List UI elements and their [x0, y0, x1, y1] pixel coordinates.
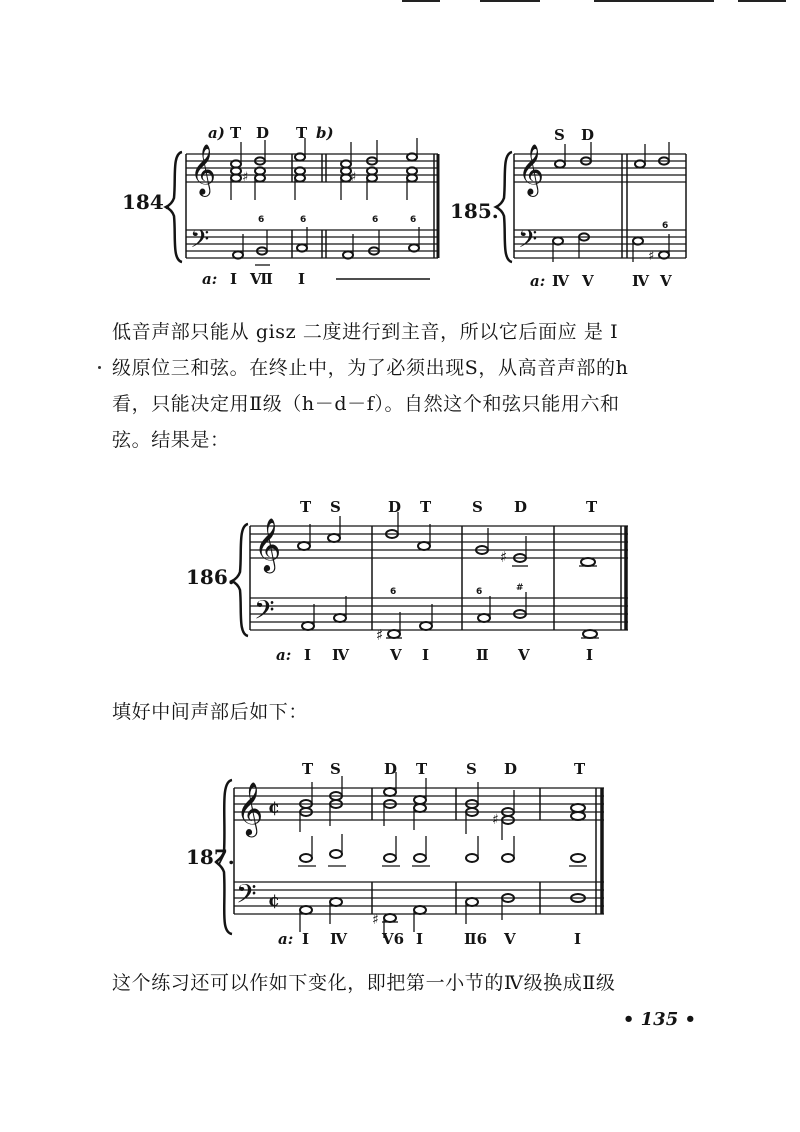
paragraph	[112, 694, 717, 730]
top-rule	[402, 0, 440, 2]
paragraph	[112, 965, 717, 1001]
treble-clef-icon: 𝄞	[254, 517, 282, 571]
degree-label: V	[504, 930, 516, 948]
example-number: 187.	[186, 845, 235, 869]
example-187	[180, 756, 620, 951]
example-number: 184.	[122, 190, 171, 214]
degree-label: Ⅱ6	[464, 930, 488, 948]
function-label: T	[574, 760, 586, 778]
barlines	[186, 154, 438, 258]
function-label: T	[586, 498, 598, 516]
function-label: S	[330, 498, 341, 516]
function-label: D	[504, 760, 518, 778]
sharp-icon: ♯	[648, 249, 655, 264]
variant-b-label: b)	[316, 124, 334, 142]
degree-label: I	[586, 646, 594, 664]
degree-label: V	[582, 272, 594, 290]
function-label: T	[300, 498, 312, 516]
function-label: D	[384, 760, 398, 778]
bass-clef-icon: 𝄢	[236, 878, 257, 916]
bass-clef-icon: 𝄢	[254, 594, 275, 632]
figure-label: 6	[410, 215, 417, 225]
treble-clef-icon: 𝄞	[236, 781, 264, 835]
text-line: 弦。结果是：	[112, 429, 230, 451]
function-label: D	[388, 498, 402, 516]
bass-clef-icon: 𝄢	[190, 225, 210, 260]
variant-a-label: a)	[208, 124, 225, 142]
example-number: 185.	[450, 199, 499, 223]
barlines	[234, 788, 602, 914]
treble-staff	[186, 154, 438, 182]
function-label: T	[296, 124, 308, 142]
function-label: T	[420, 498, 432, 516]
degree-label: I	[422, 646, 430, 664]
speck	[98, 366, 101, 369]
cut-time-icon: ¢	[268, 798, 280, 818]
tenor-stems	[298, 834, 587, 866]
figure-label: #	[516, 583, 524, 593]
degree-label: Ⅳ	[632, 272, 650, 290]
figure-label: 6	[662, 221, 669, 231]
example-185	[450, 118, 700, 293]
function-label: S	[330, 760, 341, 778]
sharp-icon: ♯	[242, 170, 249, 185]
degree-label: I	[304, 646, 312, 664]
degree-label: Ⅳ	[552, 272, 570, 290]
treble-stems	[231, 138, 417, 200]
degree-label: V	[390, 646, 402, 664]
text-line: 级原位三和弦。在终止中，为了必须出现S，从高音声部的h	[112, 357, 629, 379]
bass-staff	[250, 598, 628, 630]
sharp-icon: ♯	[372, 912, 379, 928]
text-line: 这个练习还可以作如下变化，即把第一小节的Ⅳ级换成Ⅱ级	[112, 972, 616, 994]
bass-staff	[186, 230, 438, 258]
degree-label: I	[302, 930, 310, 948]
treble-notes	[298, 530, 595, 566]
degree-label: I	[230, 270, 238, 288]
function-label: D	[256, 124, 270, 142]
degree-label: I	[416, 930, 424, 948]
text-line: 看，只能决定用Ⅱ级（h－d－f）。自然这个和弦只能用六和	[112, 393, 620, 415]
degree-label: I	[574, 930, 582, 948]
degree-label: Ⅳ	[330, 930, 348, 948]
brace	[496, 152, 512, 262]
bass-stems	[314, 592, 599, 638]
example-number: 186.	[186, 565, 235, 589]
degree-label: V	[660, 272, 672, 290]
bass-staff	[234, 882, 604, 914]
function-label: D	[514, 498, 528, 516]
example-186	[180, 494, 640, 664]
page-number: • 135 •	[622, 1009, 696, 1030]
bass-stems	[243, 227, 419, 265]
key-label: a:	[276, 646, 292, 664]
figure-label: 6	[390, 587, 397, 597]
treble-clef-icon: 𝄞	[190, 144, 217, 195]
paragraph	[112, 314, 717, 458]
bass-clef-icon: 𝄢	[518, 225, 538, 260]
top-rule	[480, 0, 540, 2]
function-label: S	[466, 760, 477, 778]
degree-label: V6	[382, 930, 405, 948]
function-label: D	[581, 126, 595, 144]
treble-clef-icon: 𝄞	[518, 144, 545, 195]
treble-notes	[300, 788, 585, 824]
cut-time-icon: ¢	[268, 891, 280, 911]
sharp-icon: ♯	[492, 812, 499, 828]
key-label: a:	[278, 930, 294, 948]
figure-label: 6	[372, 215, 379, 225]
function-label: T	[416, 760, 428, 778]
degree-label: I	[298, 270, 306, 288]
text-line: 填好中间声部后如下：	[112, 701, 309, 723]
treble-notes	[555, 157, 669, 167]
text-line: 低音声部只能从 gisz 二度进行到主音，所以它后面应 是 I	[112, 321, 619, 343]
function-label: S	[472, 498, 483, 516]
sharp-icon: ♯	[376, 626, 384, 644]
figure-label: 6	[476, 587, 483, 597]
sharp-icon: ♯	[500, 548, 508, 566]
tenor-notes	[300, 850, 585, 862]
function-label: T	[230, 124, 242, 142]
top-rule	[738, 0, 786, 2]
key-label: a:	[202, 270, 218, 288]
brace	[166, 152, 182, 262]
top-rule	[594, 0, 714, 2]
function-label: T	[302, 760, 314, 778]
degree-label: V	[518, 646, 530, 664]
degree-label: Ⅱ	[476, 646, 489, 664]
degree-label: Ⅶ	[250, 270, 273, 288]
function-label: S	[554, 126, 565, 144]
figure-label: 6	[300, 215, 307, 225]
key-label: a:	[530, 272, 546, 290]
figure-label: 6	[258, 215, 265, 225]
degree-label: Ⅳ	[332, 646, 350, 664]
brace	[232, 524, 248, 636]
sharp-icon: ♯	[350, 170, 357, 185]
example-184	[110, 118, 450, 288]
